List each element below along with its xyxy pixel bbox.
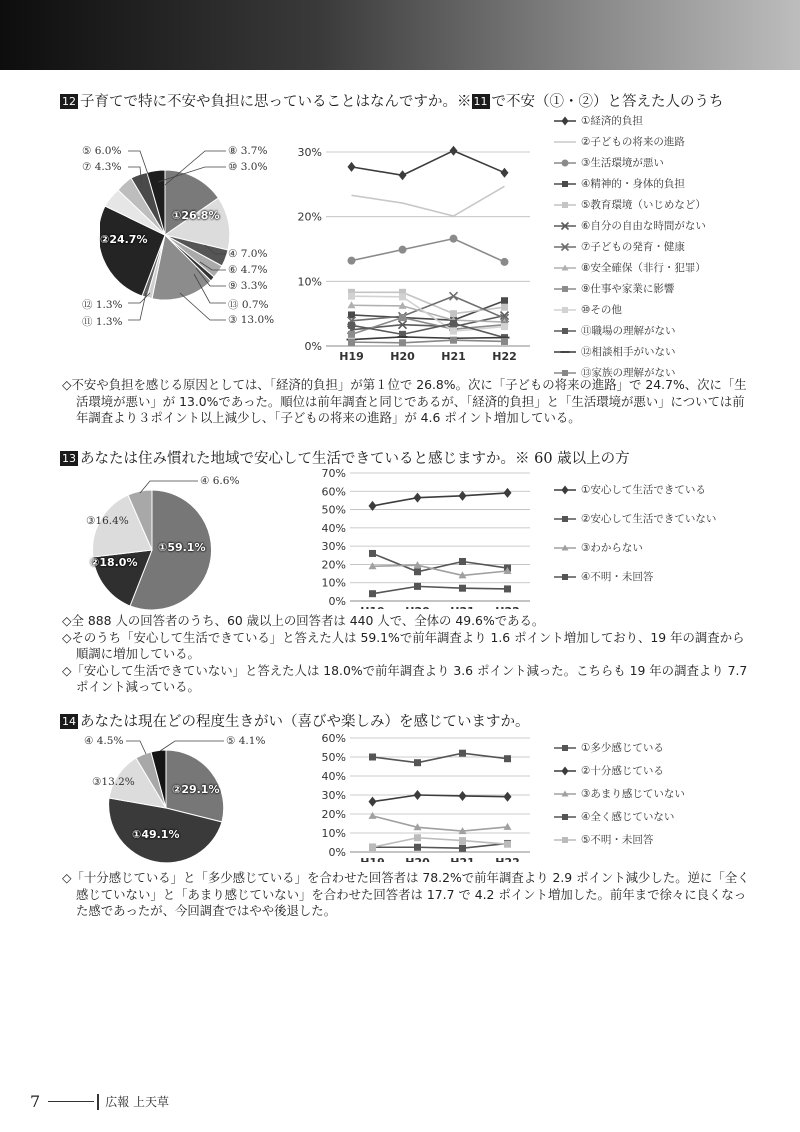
y-tick-label: 60% [321,732,346,745]
pie-label-5: ⑤ 4.1% [226,735,266,747]
note: ◇そのうち「安心して生活できている」と答えた人は 59.1%で前年調査より 1.6 ポイント増加しており、19 年の調査から順調に増加している。 [62,629,745,661]
series [348,146,509,181]
pie-label-4: ④ 7.0% [228,248,268,260]
legend-label: ⑪職場の理解がない [581,325,676,337]
pie-label-11: ⑪ 1.3% [82,316,123,328]
series [369,750,511,767]
pie-label-1: ①49.1% [132,828,180,841]
legend-label: ⑫相談相手がいない [581,346,676,358]
x-tick-label [450,856,475,862]
data-point [562,159,569,166]
legend-label: ②十分感じている [581,765,664,777]
legend-label: ①多少感じている [581,742,664,754]
legend-label: ①安心して生活できている [581,484,706,496]
data-point [369,590,376,597]
legend-swatch [553,571,577,583]
data-point [459,585,466,592]
data-point [459,750,466,757]
y-tick-label: 0% [328,595,346,608]
series [369,812,512,834]
data-point [348,322,355,329]
data-point [450,146,458,156]
data-point [459,558,466,565]
legend-item [553,344,676,359]
legend-label: ②安心して生活できていない [581,513,717,525]
data-point [369,812,377,819]
series [347,337,510,340]
y-tick-label: 70% [321,467,346,480]
series-line [373,816,508,831]
legend-swatch [553,262,577,274]
question-ref-badge: 11 [473,95,488,108]
data-point [348,162,356,172]
notes-14 [62,870,752,920]
data-point [504,841,511,848]
data-point [450,235,458,243]
legend-label: ⑤不明・未回答 [581,834,654,846]
data-point [562,745,568,751]
y-tick-label: 50% [321,751,346,764]
data-point [562,286,568,292]
x-tick-label [495,605,520,609]
series [348,235,509,266]
data-point [414,493,422,503]
legend-label: ④全く感じていない [581,811,675,823]
data-point [450,310,457,317]
legend-swatch [553,220,577,232]
pie-leader-lines-13 [0,470,300,510]
data-point [501,297,508,304]
data-point [504,755,511,762]
data-point [348,339,355,346]
y-tick-label: 20% [297,210,322,224]
legend-item [553,740,664,755]
legend-item [553,569,653,584]
legend-item [553,511,716,526]
data-point [504,585,511,592]
y-tick-label: 40% [321,521,346,535]
legend-swatch [553,811,577,823]
y-tick-label: 20% [321,558,346,572]
series-line [373,843,508,848]
x-tick-label [360,605,385,609]
data-point [459,491,467,501]
legend-swatch [553,346,577,358]
line-chart-12 [290,118,550,372]
data-point [459,845,466,852]
publication-name: 広報 上天草 [105,1095,170,1109]
legend-swatch [553,241,577,253]
data-point [369,550,376,557]
data-point [562,307,568,313]
pie-label-4: ④ 6.6% [200,475,240,487]
legend-item [553,176,685,191]
page-number: 7 [30,1092,41,1111]
legend-swatch [553,742,577,754]
data-point [562,485,569,494]
legend-label: ⑧安全確保（非行・犯罪） [581,262,706,274]
legend-swatch [553,542,577,554]
line-chart-14 [290,730,550,866]
legend-swatch [553,199,577,211]
legend-label: ⑦子どもの発育・健康 [581,241,685,253]
legend-item [553,155,664,170]
note: ◇「十分感じている」と「多少感じている」を合わせた回答者は 78.2%で前年調査より 2.9 ポイント減少した。逆に「全く感じていない」と「あまり感じていない」を合わせた回答者は 17.7 で 4.2 ポイント増加した。前年まで徐々に良くなった感であったが、今回調査ではやや後退した。 [62,870,750,918]
legend-swatch [553,157,577,169]
legend-item [553,763,664,778]
data-point [501,323,508,330]
y-tick-label: 50% [321,503,346,517]
data-point [501,258,509,266]
legend-item [553,809,674,824]
legend-label: ⑤教育環境（いじめなど） [581,199,706,211]
pie-label-10: ⑩ 3.0% [228,161,268,173]
x-tick-label: H19 [339,350,364,363]
series-line [352,296,505,321]
x-tick-label [450,605,475,609]
data-point [399,170,407,180]
pie-label-13: ⑬ 0.7% [228,299,269,311]
series-line [373,753,508,763]
line-chart-13 [290,467,550,613]
pie-label-5: ⑤ 6.0% [82,145,122,157]
data-point [399,314,406,321]
series [369,583,511,597]
pie-label-2: ②24.7% [100,233,148,246]
data-point [504,792,512,802]
legend-swatch [553,304,577,316]
data-point [414,834,421,841]
series-line [373,795,508,802]
legend-swatch [553,765,577,777]
legend-swatch [553,325,577,337]
legend-swatch [553,788,577,800]
data-point [414,844,421,851]
series-line [352,340,505,343]
legend-item [553,832,653,847]
question-13-title: 13 あなたは住み慣れた地域で安心して生活できていると感じますか。※ 60 歳以上の方 [62,451,630,467]
data-point [414,568,421,575]
series-line [373,493,508,506]
y-tick-label: 30% [321,789,346,802]
pie-label-3: ③16.4% [86,515,129,527]
data-point [501,168,509,178]
legend-item [553,197,706,212]
legend-swatch [553,136,577,148]
y-tick-label: 60% [321,485,346,499]
pie-label-1: ①26.8% [172,209,220,222]
legend-label: ③あまり感じていない [581,788,685,800]
pie-label-2: ②29.1% [172,783,220,796]
data-point [562,814,568,820]
data-point [450,320,457,327]
series [369,561,512,578]
data-point [459,837,466,844]
pie-label-3: ③13.2% [92,776,135,788]
data-point [348,331,355,338]
pie-label-3: ③ 13.0% [228,314,275,326]
data-point [348,257,356,265]
y-tick-label: 10% [321,827,346,840]
note: ◇「安心して生活できていない」と答えた人は 18.0%で前年調査より 3.6 ポイント減った。こちらも 19 年の調査より 7.7 ポイント減っている。 [62,662,748,694]
notes-12 [62,377,752,427]
data-point [414,583,421,590]
data-point [562,370,568,376]
pie-label-9: ⑨ 3.3% [228,280,268,292]
series-line [352,186,505,216]
legend-label: ⑥自分の自由な時間がない [581,220,706,232]
x-tick-label: H20 [390,350,415,363]
series-line [352,292,505,313]
legend-swatch [553,283,577,295]
series [369,840,511,852]
legend-item [553,786,685,801]
y-tick-label: 10% [297,275,322,289]
note: ◇全 888 人の回答者のうち、60 歳以上の回答者は 440 人で、全体の 49.6%である。 [62,613,545,628]
question-14-title: 14 あなたは現在どの程度生きがい（喜びや楽しみ）を感じていますか。 [62,714,530,730]
legend-label: ③わからない [581,542,643,554]
x-tick-label: H21 [441,350,466,363]
data-point [399,339,406,346]
data-point [369,844,376,851]
legend-swatch [553,115,577,127]
pie-leader-lines-14 [0,730,300,770]
page-footer [30,1092,169,1111]
y-tick-label: 20% [321,808,346,821]
legend-item [553,281,674,296]
x-tick-label [405,605,430,609]
x-tick-label [495,856,520,862]
x-tick-label [405,856,430,862]
legend-item [553,218,706,233]
data-point [414,790,422,800]
series-line [352,239,505,262]
data-point [562,766,569,775]
question-12-title: 12 子育てで特に不安や負担に思っていることはなんですか。※ 11 で不安（①・②）と答えた人のうち [62,94,724,110]
y-tick-label: 0% [304,340,322,353]
pie-label-12: ⑫ 1.3% [82,299,123,311]
data-point [369,797,377,807]
data-point [399,246,407,254]
data-point [459,791,467,801]
legend-item [553,260,706,275]
series [369,790,512,807]
legend-item [553,113,643,128]
legend-swatch [553,513,577,525]
data-point [504,488,512,498]
series [352,186,505,216]
y-tick-label: 10% [321,576,346,590]
legend-item [553,540,643,555]
legend-label: ①経済的負担 [581,115,643,127]
data-point [562,574,568,580]
data-point [369,754,376,761]
data-point [399,293,406,300]
data-point [348,293,355,300]
legend-item [553,134,685,149]
data-point [562,516,568,522]
note: ◇不安や負担を感じる原因としては、「経済的負担」が第１位で 26.8%。次に「子どもの将来の進路」で 24.7%、次に「生活環境が悪い」が 13.0%であった。順位は前年調査と同じであるが、「経済的負担」と「生活環境が悪い」については前年調査より３ポイント以上減少し、「子どもの将来の進路」が 4.6 ポイント増加している。 [62,377,747,425]
series-line [373,586,508,593]
legend-label: ④精神的・身体的負担 [581,178,685,190]
x-tick-label [360,856,385,862]
question-number-badge: 13 [62,452,76,465]
series-line [352,337,505,340]
legend-label: ②子どもの将来の進路 [581,136,685,148]
series-line [373,553,508,571]
data-point [414,759,421,766]
legend-swatch [553,178,577,190]
pie-label-2: ②18.0% [90,556,138,569]
data-point [450,292,458,300]
legend-label: ⑩その他 [581,304,622,316]
data-point [562,837,568,843]
footer-bar [97,1094,99,1110]
y-tick-label: 30% [321,540,346,554]
pie-label-4: ④ 4.5% [84,735,124,747]
y-tick-label: 0% [328,846,346,859]
pie-label-1: ①59.1% [158,541,206,554]
data-point [562,328,568,334]
legend-item [553,302,622,317]
data-point [562,116,569,125]
y-tick-label: 40% [321,770,346,783]
legend-item [553,239,685,254]
legend-label: ⑨仕事や家業に影響 [581,283,675,295]
series [369,550,511,575]
legend-label: ③生活環境が悪い [581,157,664,169]
series-line [352,151,505,176]
notes-13 [62,613,752,696]
pie-label-8: ⑧ 3.7% [228,145,268,157]
pie-label-6: ⑥ 4.7% [228,264,268,276]
data-point [501,338,508,345]
y-tick-label: 30% [297,146,322,159]
legend-item [553,323,676,338]
question-number-badge: 14 [62,715,76,728]
data-point [562,202,568,208]
legend-swatch [553,484,577,496]
legend-swatch [553,834,577,846]
legend-label: ⑬家族の理解がない [581,367,676,379]
pie-label-7: ⑦ 4.3% [82,161,122,173]
legend-item [553,482,706,497]
data-point [562,181,568,187]
data-point [450,337,457,344]
footer-rule [48,1101,94,1102]
data-point [501,304,508,311]
legend-label: ④不明・未回答 [581,571,654,583]
x-tick-label: H22 [492,350,517,363]
question-number-badge: 12 [62,95,76,108]
data-point [450,328,457,335]
